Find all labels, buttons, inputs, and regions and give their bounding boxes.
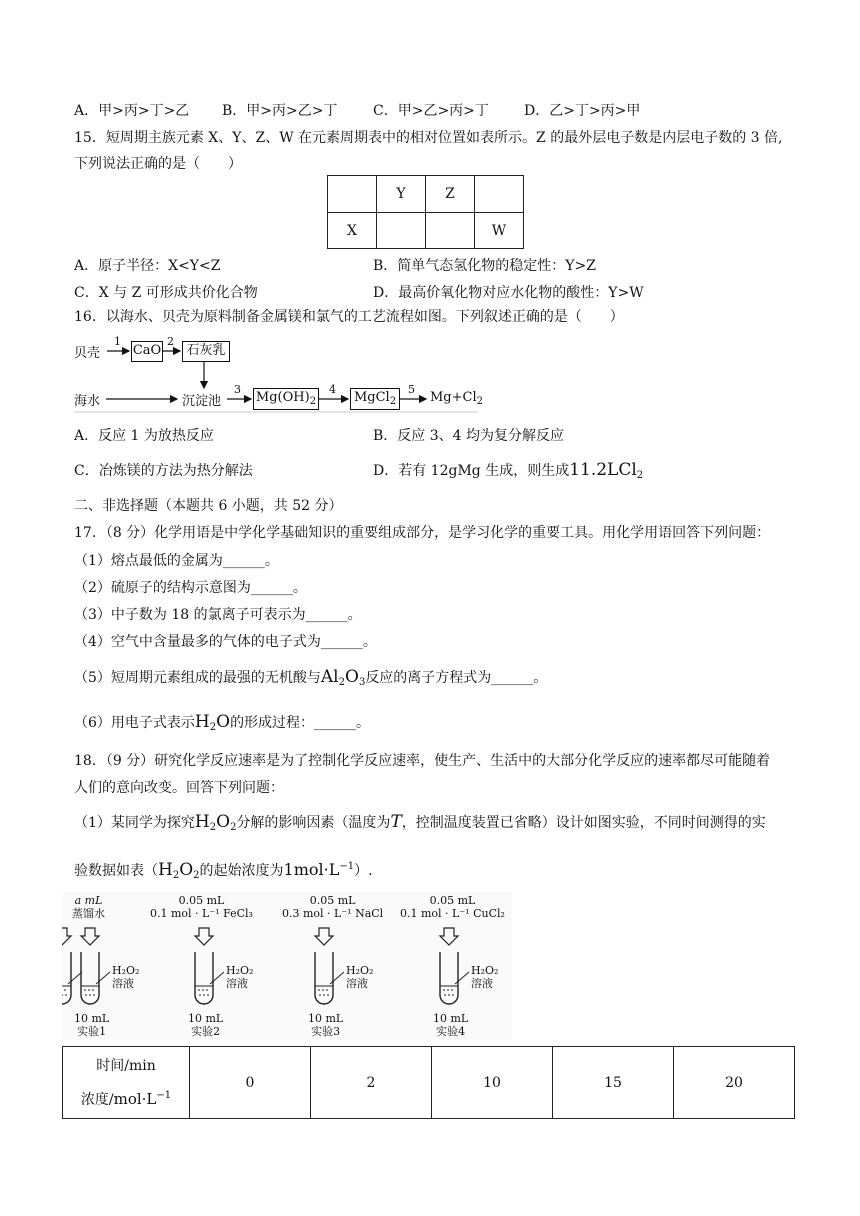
experiment-figure bbox=[62, 892, 512, 1040]
q17-5-pre: （5）短周期元素组成的最强的无机酸与 bbox=[74, 670, 321, 686]
time-cell: 15 bbox=[553, 1047, 674, 1119]
mgcl2-sub: 2 bbox=[389, 396, 397, 407]
cell-x: X bbox=[328, 213, 377, 249]
p1-h: H bbox=[194, 812, 210, 832]
q14-option-a: A．甲>丙>丁>乙 bbox=[74, 103, 190, 119]
cell bbox=[475, 176, 524, 213]
flow-seawater: 海水 bbox=[74, 394, 101, 409]
periodic-table-fragment bbox=[327, 175, 524, 249]
table-header-cell bbox=[63, 1047, 190, 1119]
soln-label: 溶液 bbox=[112, 977, 134, 990]
exp2-top bbox=[150, 894, 253, 920]
h2o2-label: H₂O₂ bbox=[226, 964, 254, 977]
p2-post: 的起始浓度为 bbox=[199, 863, 284, 879]
q17-stem: 17．（8 分）化学用语是中学化学基础知识的重要组成部分，是学习化学的重要工具。用化学用语回答下列问题： bbox=[74, 525, 771, 541]
mgoh2-text: Mg(OH) bbox=[255, 390, 310, 405]
flow-settling-pool: 沉淀池 bbox=[182, 394, 222, 409]
q18-stem-line1: 18．（9 分）研究化学反应速率是为了控制化学反应速率，使生产、生活中的大部分化学反应的速率都尽可能随着 bbox=[74, 753, 771, 769]
step-4: 4 bbox=[329, 383, 336, 396]
q15-stem-line2: 下列说法正确的是（ ） bbox=[74, 156, 242, 172]
q15-option-d: D．最高价氧化物对应水化物的酸性：Y>W bbox=[373, 285, 644, 301]
q15-option-b: B．简单气态氢化物的稳定性：Y>Z bbox=[373, 258, 596, 274]
exp4-label: 实验4 bbox=[436, 1025, 466, 1038]
q17-5-s1: 2 bbox=[338, 677, 345, 688]
product-sub: 2 bbox=[476, 396, 484, 407]
q16-option-a: A．反应 1 为放热反应 bbox=[74, 428, 214, 444]
q17-6-o: O bbox=[216, 712, 231, 732]
flow-mgcl2 bbox=[350, 388, 400, 410]
h2o2-label: H₂O₂ bbox=[112, 964, 140, 977]
q17-item-6 bbox=[74, 713, 370, 737]
q17-5-al: Al bbox=[320, 667, 339, 687]
q14-option-c: C．甲>乙>丙>丁 bbox=[373, 103, 489, 119]
conc-header-exp: −1 bbox=[156, 1089, 172, 1101]
flow-cao: CaO bbox=[131, 341, 163, 362]
soln-label: 溶液 bbox=[471, 977, 493, 990]
q16-option-d bbox=[373, 460, 643, 481]
exp1-top1: a mL bbox=[74, 894, 103, 907]
q16-stem: 16．以海水、贝壳为原料制备金属镁和氯气的工艺流程如图。下列叙述正确的是（ ） bbox=[74, 309, 624, 325]
p2-o: O bbox=[179, 860, 194, 880]
q17-5-o: O bbox=[345, 667, 359, 687]
q18-stem-line2: 人们的意向改变。回答下列问题： bbox=[74, 780, 284, 796]
q17-6-pre: （6）用电子式表示 bbox=[74, 715, 195, 731]
step-1: 1 bbox=[114, 335, 121, 348]
q14-option-b: B．甲>丙>乙>丁 bbox=[222, 103, 338, 119]
cell bbox=[426, 213, 475, 249]
q18-part1-line2 bbox=[74, 858, 373, 885]
time-cell: 2 bbox=[311, 1047, 432, 1119]
exp4-top bbox=[400, 894, 505, 920]
concentration-table bbox=[62, 1046, 795, 1119]
exp3-top2: 0.3 mol · L⁻¹ NaCl bbox=[282, 907, 384, 920]
flow-mgoh2 bbox=[253, 388, 319, 410]
exp4-top2: 0.1 mol · L⁻¹ CuCl₂ bbox=[400, 907, 505, 920]
exp2-label: 实验2 bbox=[191, 1025, 221, 1038]
q18-part1-line1 bbox=[74, 813, 766, 837]
exp3-solution-label bbox=[346, 964, 373, 990]
q17-item-4: （4）空气中含量最多的气体的电子式为______。 bbox=[74, 634, 377, 650]
q15-option-c: C．X 与 Z 可形成共价化合物 bbox=[74, 285, 258, 301]
p2-end: ）. bbox=[354, 863, 373, 879]
cell bbox=[328, 176, 377, 213]
cell-z: Z bbox=[426, 176, 475, 213]
p1-pre: （1）某同学为探究 bbox=[74, 815, 195, 831]
q17-5-post: 反应的离子方程式为______。 bbox=[365, 670, 548, 686]
cell bbox=[377, 213, 426, 249]
q16-option-c: C．冶炼镁的方法为热分解法 bbox=[74, 463, 253, 479]
q17-6-h: H bbox=[194, 712, 210, 732]
q17-item-2: （2）硫原子的结构示意图为______。 bbox=[74, 580, 307, 596]
conc-header bbox=[64, 1081, 188, 1115]
tube-volume: 10 mL bbox=[74, 1012, 110, 1025]
tube-volume: 10 mL bbox=[308, 1012, 344, 1025]
time-cell: 10 bbox=[432, 1047, 553, 1119]
q17-item-5 bbox=[74, 668, 547, 692]
exp1-top2: 蒸馏水 bbox=[72, 907, 105, 920]
exp3-bottom bbox=[308, 1012, 343, 1038]
p2-conc: 1mol·L bbox=[283, 860, 340, 879]
exp1-top bbox=[72, 894, 105, 920]
exp2-solution-label bbox=[226, 964, 253, 990]
exp4-solution-label bbox=[471, 964, 498, 990]
time-cell: 20 bbox=[674, 1047, 795, 1119]
q16-option-b: B．反应 3、4 均为复分解反应 bbox=[373, 428, 565, 444]
exp4-bottom bbox=[433, 1012, 468, 1038]
q17-6-post: 的形成过程：______。 bbox=[230, 715, 371, 731]
p2-s1: 2 bbox=[172, 870, 180, 881]
q17-item-3: （3）中子数为 18 的氯离子可表示为______。 bbox=[74, 607, 362, 623]
flow-lime-milk: 石灰乳 bbox=[182, 341, 230, 362]
product-text: Mg+Cl bbox=[430, 390, 477, 405]
exp1-bottom bbox=[74, 1012, 109, 1038]
cell-y: Y bbox=[377, 176, 426, 213]
exp4-top1: 0.05 mL bbox=[429, 894, 476, 907]
p2-h: H bbox=[158, 860, 173, 880]
exp1-label: 实验1 bbox=[77, 1025, 107, 1038]
q14-option-d: D．乙>丁>丙>甲 bbox=[524, 103, 641, 119]
h2o2-label: H₂O₂ bbox=[471, 964, 499, 977]
tube-volume: 10 mL bbox=[433, 1012, 469, 1025]
q16-option-d-formula: 11.2LCl bbox=[569, 460, 637, 480]
q17-6-s1: 2 bbox=[209, 722, 217, 733]
time-cell: 0 bbox=[190, 1047, 311, 1119]
exp3-label: 实验3 bbox=[311, 1025, 341, 1038]
time-header: 时间/min bbox=[96, 1057, 156, 1074]
exp1-solution-label bbox=[112, 964, 139, 990]
step-2: 2 bbox=[167, 335, 174, 348]
p2-exp: −1 bbox=[339, 861, 355, 872]
p1-mid: 分解的影响因素（温度为 bbox=[236, 815, 391, 831]
mgoh2-sub: 2 bbox=[309, 396, 317, 407]
q15-stem-line1: 15．短周期主族元素 X、Y、Z、W 在元素周期表中的相对位置如表所示。Z 的最外层电子数是内层电子数的 3 倍, bbox=[74, 130, 783, 146]
exp2-top2: 0.1 mol · L⁻¹ FeCl₃ bbox=[150, 907, 253, 920]
exp2-bottom bbox=[188, 1012, 223, 1038]
step-5: 5 bbox=[408, 383, 415, 396]
q16-option-d-sub: 2 bbox=[636, 470, 644, 481]
exp3-top bbox=[282, 894, 383, 920]
p1-post: ，控制温度装置已省略）设计如图实验，不同时间测得的实 bbox=[401, 815, 766, 831]
q17-item-1: （1）熔点最低的金属为______。 bbox=[74, 553, 279, 569]
soln-label: 溶液 bbox=[346, 977, 368, 990]
exp3-top1: 0.05 mL bbox=[309, 894, 356, 907]
section-2-heading: 二、非选择题（本题共 6 小题，共 52 分） bbox=[74, 498, 343, 514]
tube-volume: 10 mL bbox=[188, 1012, 224, 1025]
mgcl2-text: MgCl bbox=[353, 390, 390, 405]
q17-5-s2: 3 bbox=[358, 677, 366, 688]
p1-s2: 2 bbox=[230, 822, 237, 833]
p2-s2: 2 bbox=[193, 870, 200, 881]
p1-temp: T bbox=[390, 812, 402, 832]
conc-header-unit: mol·L bbox=[113, 1089, 157, 1108]
soln-label: 溶液 bbox=[226, 977, 248, 990]
p1-o: O bbox=[216, 812, 231, 832]
conc-header-pre: 浓度/ bbox=[80, 1091, 114, 1108]
flow-product bbox=[430, 390, 483, 407]
h2o2-label: H₂O₂ bbox=[346, 964, 374, 977]
step-3: 3 bbox=[234, 383, 241, 396]
mg-flow-diagram bbox=[74, 334, 484, 414]
exp2-top1: 0.05 mL bbox=[178, 894, 225, 907]
p1-s1: 2 bbox=[209, 822, 217, 833]
flow-shell: 贝壳 bbox=[74, 346, 101, 361]
cell-w: W bbox=[475, 213, 524, 249]
p2-pre: 验数据如表（ bbox=[74, 863, 158, 879]
q16-option-d-text: D．若有 12gMg 生成，则生成 bbox=[373, 463, 570, 479]
q15-option-a: A．原子半径：X<Y<Z bbox=[74, 258, 221, 274]
